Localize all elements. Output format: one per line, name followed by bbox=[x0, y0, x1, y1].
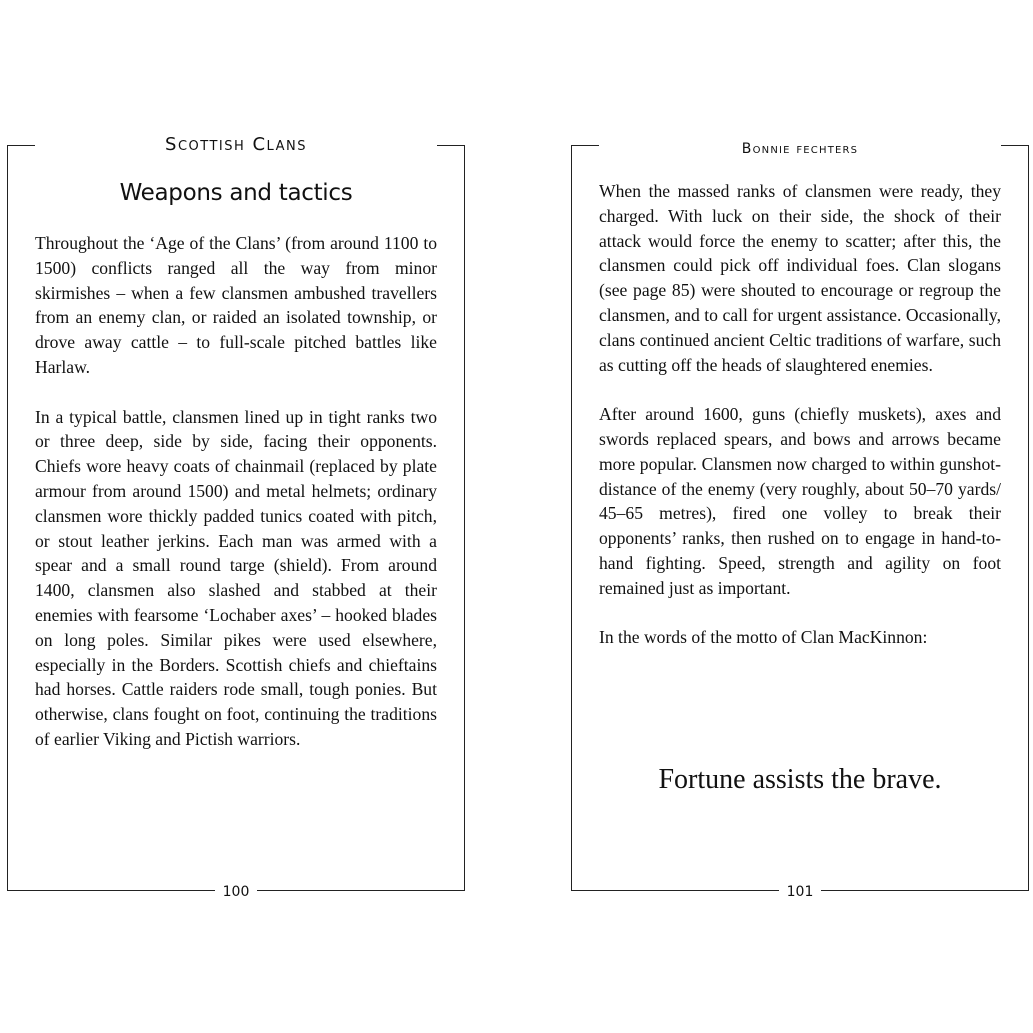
paragraph: In the words of the motto of Clan MacKinnon: bbox=[599, 627, 928, 648]
running-head: Bonnie fechters bbox=[571, 137, 1029, 161]
frame-right-edge bbox=[464, 145, 465, 891]
page-number: 101 bbox=[571, 882, 1029, 902]
paragraph: When the massed ranks of clansmen were ready, they charged. With luck on their side, the shock of their attack would force the enemy to scatter; after this, the clansmen could pick off individual foes. Clan slogans (see page 85) were shouted to encourage or regroup the clansmen, and to call for urgent assistance. Occasionally, clans continued ancient Celtic traditions of warfare, such as cutting off the heads of slaughtered enemies. bbox=[599, 181, 1001, 375]
section-title: Weapons and tactics bbox=[119, 180, 353, 206]
left-page bbox=[7, 134, 465, 900]
paragraph: Throughout the ‘Age of the Clans’ (from around 1100 to 1500) conflicts ranged all the way from minor skirmishes – when a few clansmen ambushed travellers from an enemy clan, or raided an isolated township, or drove away cattle – to full-scale pitched battles like Harlaw. bbox=[35, 233, 437, 377]
paragraph: After around 1600, guns (chiefly muskets), axes and swords replaced spears, and bows and arrows became more popular. Clansmen now charged to within gunshot-distance of the enemy (very roughly, about 50–70 yards/ 45–65 metres), fired one volley to break their opponents’ ranks, then rushed on to engage in hand-to-hand fighting. Speed, strength and agility on foot remained just as important. bbox=[599, 404, 1001, 598]
page-number: 100 bbox=[7, 882, 465, 902]
paragraph: In a typical battle, clansmen lined up in tight ranks two or three deep, side by side, facing their opponents. Chiefs wore heavy coats of chainmail (replaced by plate armour from around 1500) and metal helmets; ordinary clansmen wore thickly padded tunics coated with pitch, or stout leather jerkins. Each man was armed with a spear and a small round targe (shield). From around 1400, clansmen also slashed and stabbed at their enemies with fearsome ‘Lochaber axes’ – hooked blades on long poles. Similar pikes were used elsewhere, especially in the Borders. Scottish chiefs and chieftains had horses. Cattle raiders rode small, tough ponies. But otherwise, clans fought on foot, continuing the traditions of earlier Viking and Pictish warriors. bbox=[35, 406, 437, 749]
running-head: Scottish Clans bbox=[7, 133, 465, 157]
clan-motto: Fortune assists the brave. bbox=[658, 764, 942, 795]
body-text bbox=[35, 231, 437, 777]
body-text bbox=[599, 179, 1001, 675]
right-page bbox=[571, 141, 1029, 900]
frame-left-edge bbox=[7, 145, 8, 891]
